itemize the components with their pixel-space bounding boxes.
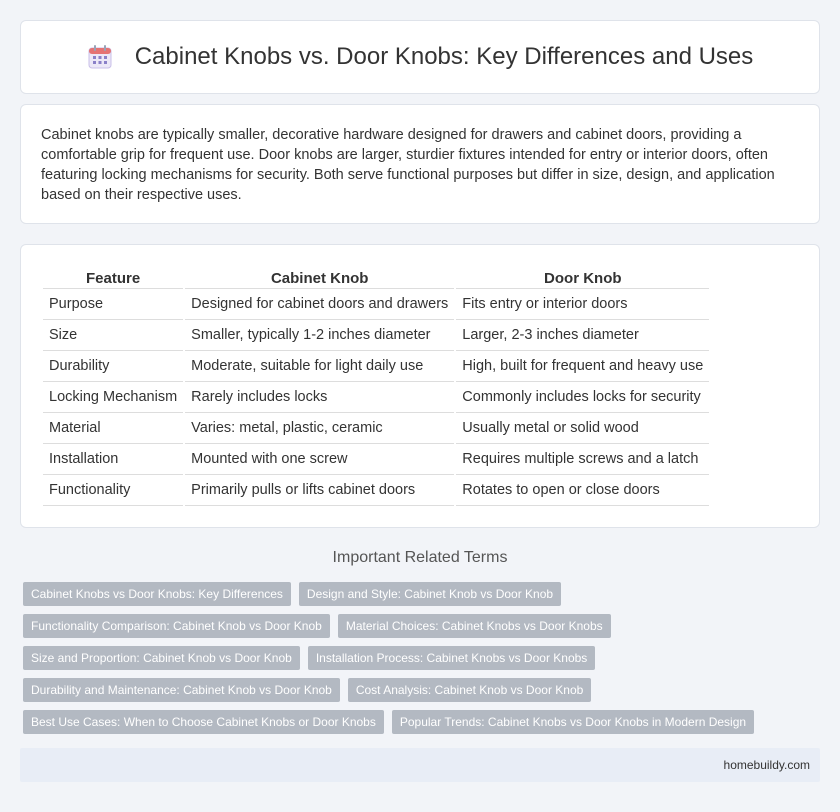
table-row bbox=[43, 289, 709, 320]
intro-text: Cabinet knobs are typically smaller, decorative hardware designed for drawers and cabinet doors, providing a comfortable grip for frequent use. Door knobs are larger, sturdier fixtures intended for entry or interior doors, often featuring locking mechanisms for security. Both serve functional purposes but differ in size, design, and application based on their respective uses. bbox=[41, 127, 775, 203]
related-term-tag[interactable]: Installation Process: Cabinet Knobs vs Door Knobs bbox=[308, 646, 595, 670]
table-row bbox=[43, 382, 709, 413]
header-cabinet-knob: Cabinet Knob bbox=[185, 265, 454, 289]
table-cell: Moderate, suitable for light daily use bbox=[185, 351, 454, 382]
table-cell: Requires multiple screws and a latch bbox=[456, 444, 709, 475]
table-cell: Varies: metal, plastic, ceramic bbox=[185, 413, 454, 444]
calendar-icon bbox=[87, 44, 113, 70]
related-term-tag[interactable]: Design and Style: Cabinet Knob vs Door Knob bbox=[299, 582, 561, 606]
table-cell: Larger, 2-3 inches diameter bbox=[456, 320, 709, 351]
table-cell: Primarily pulls or lifts cabinet doors bbox=[185, 475, 454, 506]
page-title bbox=[87, 43, 754, 71]
table-header-row bbox=[43, 265, 709, 289]
tag-row bbox=[23, 646, 823, 670]
related-term-tag[interactable]: Functionality Comparison: Cabinet Knob vs Door Knob bbox=[23, 614, 330, 638]
related-term-tag[interactable]: Best Use Cases: When to Choose Cabinet Knobs or Door Knobs bbox=[23, 710, 384, 734]
table-row bbox=[43, 351, 709, 382]
table-cell: High, built for frequent and heavy use bbox=[456, 351, 709, 382]
table-cell: Purpose bbox=[43, 289, 183, 320]
table-cell: Mounted with one screw bbox=[185, 444, 454, 475]
header-card bbox=[20, 20, 820, 94]
header-feature: Feature bbox=[43, 265, 183, 289]
related-terms-list bbox=[23, 582, 823, 742]
table-cell: Fits entry or interior doors bbox=[456, 289, 709, 320]
table-cell: Durability bbox=[43, 351, 183, 382]
table-cell: Rarely includes locks bbox=[185, 382, 454, 413]
comparison-table-card bbox=[20, 244, 820, 528]
table-cell: Installation bbox=[43, 444, 183, 475]
intro-card bbox=[20, 104, 820, 224]
table-cell: Rotates to open or close doors bbox=[456, 475, 709, 506]
tag-row bbox=[23, 678, 823, 702]
comparison-table bbox=[41, 265, 711, 506]
table-cell: Commonly includes locks for security bbox=[456, 382, 709, 413]
tag-row bbox=[23, 710, 823, 734]
related-term-tag[interactable]: Material Choices: Cabinet Knobs vs Door Knobs bbox=[338, 614, 611, 638]
related-term-tag[interactable]: Durability and Maintenance: Cabinet Knob vs Door Knob bbox=[23, 678, 340, 702]
table-cell: Usually metal or solid wood bbox=[456, 413, 709, 444]
footer-site-link[interactable]: homebuildy.com bbox=[723, 758, 810, 772]
table-row bbox=[43, 444, 709, 475]
tag-row bbox=[23, 582, 823, 606]
related-term-tag[interactable]: Popular Trends: Cabinet Knobs vs Door Knobs in Modern Design bbox=[392, 710, 754, 734]
table-cell: Functionality bbox=[43, 475, 183, 506]
table-cell: Size bbox=[43, 320, 183, 351]
tag-row bbox=[23, 614, 823, 638]
related-term-tag[interactable]: Cabinet Knobs vs Door Knobs: Key Differences bbox=[23, 582, 291, 606]
header-door-knob: Door Knob bbox=[456, 265, 709, 289]
footer bbox=[20, 748, 820, 782]
related-term-tag[interactable]: Cost Analysis: Cabinet Knob vs Door Knob bbox=[348, 678, 591, 702]
table-cell: Locking Mechanism bbox=[43, 382, 183, 413]
table-row bbox=[43, 413, 709, 444]
table-cell: Material bbox=[43, 413, 183, 444]
related-terms-title: Important Related Terms bbox=[332, 549, 508, 566]
table-cell: Designed for cabinet doors and drawers bbox=[185, 289, 454, 320]
table-row bbox=[43, 320, 709, 351]
table-cell: Smaller, typically 1-2 inches diameter bbox=[185, 320, 454, 351]
table-row bbox=[43, 475, 709, 506]
page-title-text: Cabinet Knobs vs. Door Knobs: Key Differences and Uses bbox=[134, 43, 754, 70]
related-term-tag[interactable]: Size and Proportion: Cabinet Knob vs Door Knob bbox=[23, 646, 300, 670]
